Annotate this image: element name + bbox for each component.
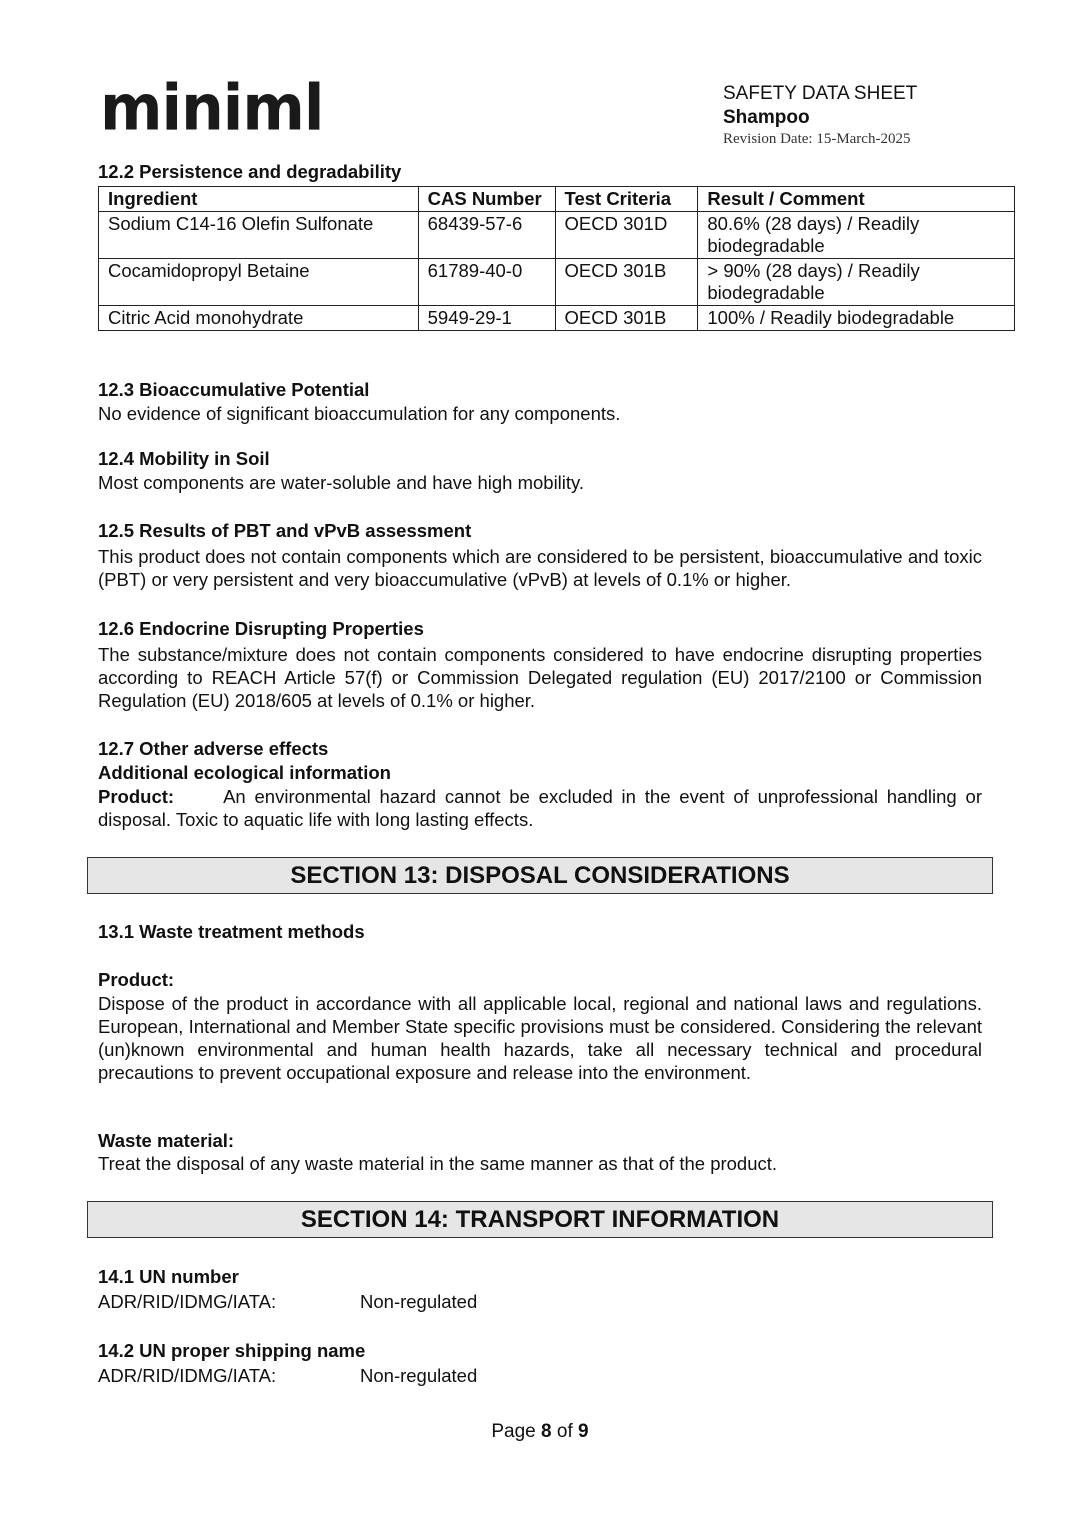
degradability-table (98, 186, 1015, 331)
heading-12-5: 12.5 Results of PBT and vPvB assessment (98, 520, 472, 541)
heading-14-1: 14.1 UN number (98, 1266, 239, 1287)
table-cell: 61789-40-0 (418, 259, 555, 306)
product-label-13: Product: (98, 969, 175, 990)
of-word: of (556, 1421, 573, 1442)
table-cell: > 90% (28 days) / Readily biodegradable (698, 259, 1015, 306)
heading-12-2: 12.2 Persistence and degradability (98, 161, 402, 182)
shipping-name-value: Non-regulated (360, 1365, 478, 1386)
heading-14-2: 14.2 UN proper shipping name (98, 1340, 366, 1361)
table-cell: 80.6% (28 days) / Readily biodegradable (698, 212, 1015, 259)
heading-12-3: 12.3 Bioaccumulative Potential (98, 379, 370, 400)
heading-12-6: 12.6 Endocrine Disrupting Properties (98, 618, 424, 639)
product-label: Product: (98, 786, 175, 807)
table-row (99, 259, 1015, 306)
text-12-4: Most components are water-soluble and have high mobility. (98, 472, 585, 493)
table-cell: 100% / Readily biodegradable (698, 306, 1015, 331)
col-header: Ingredient (99, 187, 419, 212)
col-header: CAS Number (418, 187, 555, 212)
heading-13-1: 13.1 Waste treatment methods (98, 921, 365, 942)
table-header-row (99, 187, 1015, 212)
table-cell: 68439-57-6 (418, 212, 555, 259)
brand-logo: miniml (100, 72, 324, 146)
table-cell: OECD 301D (555, 212, 698, 259)
waste-material-label: Waste material: (98, 1130, 235, 1151)
page-total: 9 (578, 1421, 589, 1442)
table-cell: OECD 301B (555, 306, 698, 331)
transport-mode-label: ADR/RID/IDMG/IATA: (98, 1291, 277, 1312)
col-header: Test Criteria (555, 187, 698, 212)
table-row (99, 306, 1015, 331)
table-cell: OECD 301B (555, 259, 698, 306)
heading-12-4: 12.4 Mobility in Soil (98, 448, 270, 469)
page-number: 8 (541, 1421, 552, 1442)
page-word: Page (491, 1421, 536, 1442)
table-cell: Citric Acid monohydrate (99, 306, 419, 331)
un-number-value: Non-regulated (360, 1291, 478, 1312)
product-name: Shampoo (723, 107, 810, 128)
document-header (723, 82, 917, 148)
page-footer (0, 1421, 1080, 1443)
revision-date: Revision Date: 15-March-2025 (723, 131, 911, 147)
product-effects-text: An environmental hazard cannot be excluded in the event of unprofessional handling or disposal. Toxic to aquatic life with long lasting effects. (98, 786, 982, 830)
table-cell: Sodium C14-16 Olefin Sulfonate (99, 212, 419, 259)
table-cell: 5949-29-1 (418, 306, 555, 331)
section-13-heading: SECTION 13: DISPOSAL CONSIDERATIONS (87, 857, 993, 894)
heading-12-7: 12.7 Other adverse effects (98, 738, 329, 759)
doc-type: SAFETY DATA SHEET (723, 83, 918, 104)
col-header: Result / Comment (698, 187, 1015, 212)
text-13-waste: Treat the disposal of any waste material in the same manner as that of the product. (98, 1153, 778, 1174)
text-13-product: Dispose of the product in accordance with all applicable local, regional and national laws and regulations. European, International and Member State specific provisions must be considered. Considering the relevant (un)known environmental and human health hazards, take all necessary technical and procedural precautions to prevent occupational exposure and release into the environment. (98, 993, 982, 1083)
subheading-ecological: Additional ecological information (98, 762, 391, 783)
section-14-heading: SECTION 14: TRANSPORT INFORMATION (87, 1201, 993, 1238)
transport-mode-label: ADR/RID/IDMG/IATA: (98, 1365, 277, 1386)
table-row (99, 212, 1015, 259)
table-cell: Cocamidopropyl Betaine (99, 259, 419, 306)
un-number-row (98, 1290, 477, 1313)
shipping-name-row (98, 1364, 477, 1387)
text-12-6: The substance/mixture does not contain components considered to have endocrine disrupting properties according to REACH Article 57(f) or Commission Delegated regulation (EU) 2017/2100 or Commission Regulation (EU) 2018/605 at levels of 0.1% or higher. (98, 644, 982, 711)
text-12-5: This product does not contain components which are considered to be persistent, bioaccumulative and toxic (PBT) or very persistent and very bioaccumulative (vPvB) at levels of 0.1% or higher. (98, 546, 982, 590)
text-12-3: No evidence of significant bioaccumulation for any components. (98, 403, 621, 424)
text-12-7 (98, 785, 982, 831)
